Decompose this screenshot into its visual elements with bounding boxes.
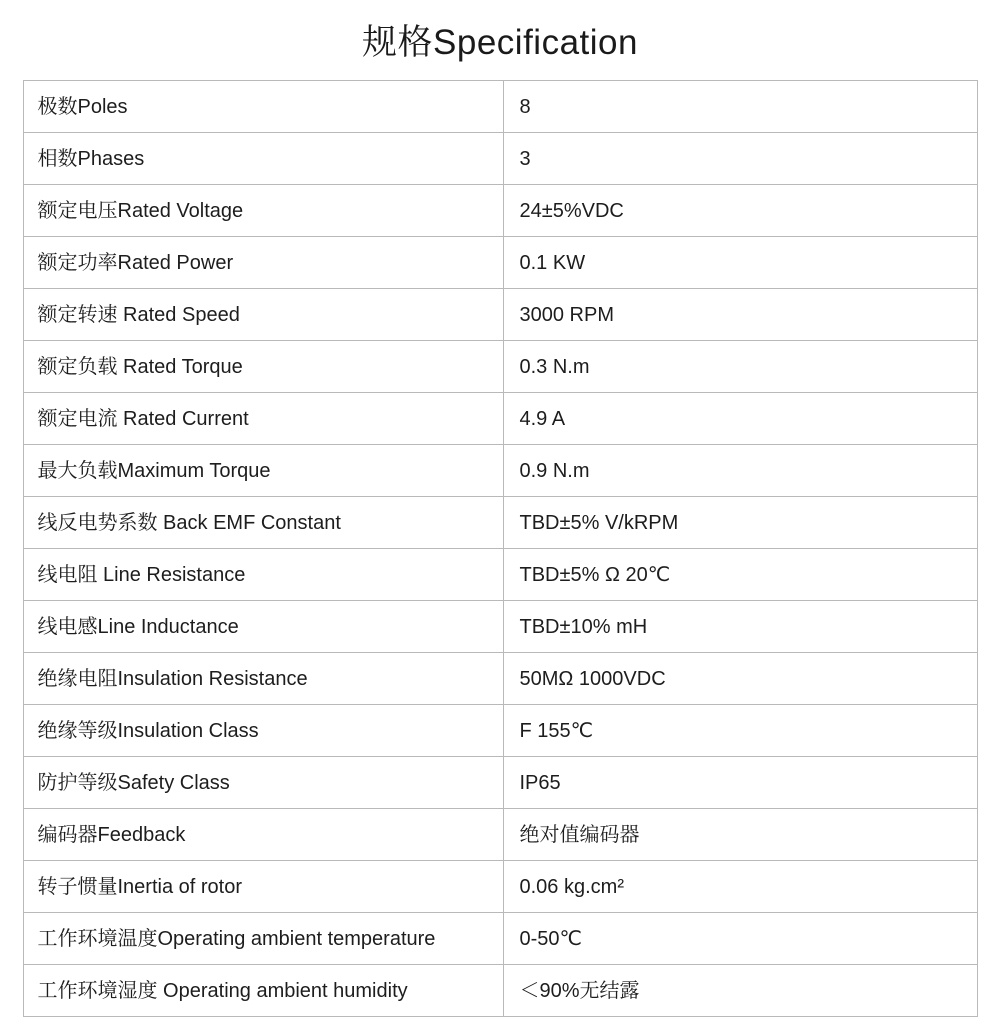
spec-label: 额定电压Rated Voltage xyxy=(23,185,503,237)
spec-label: 工作环境湿度 Operating ambient humidity xyxy=(23,965,503,1017)
table-row xyxy=(23,445,977,497)
table-row xyxy=(23,393,977,445)
page-title: 规格Specification xyxy=(362,23,638,62)
spec-label: 绝缘等级Insulation Class xyxy=(23,705,503,757)
spec-label: 极数Poles xyxy=(23,81,503,133)
spec-label: 编码器Feedback xyxy=(23,809,503,861)
spec-value: 0.9 N.m xyxy=(503,445,977,497)
spec-label: 绝缘电阻Insulation Resistance xyxy=(23,653,503,705)
spec-value: 0-50℃ xyxy=(503,913,977,965)
spec-value: F 155℃ xyxy=(503,705,977,757)
table-row xyxy=(23,601,977,653)
spec-value: IP65 xyxy=(503,757,977,809)
spec-label: 额定电流 Rated Current xyxy=(23,393,503,445)
spec-label: 额定负载 Rated Torque xyxy=(23,341,503,393)
table-row xyxy=(23,653,977,705)
spec-value: 0.06 kg.cm² xyxy=(503,861,977,913)
table-row xyxy=(23,549,977,601)
spec-value: ＜90%无结露 xyxy=(503,965,977,1017)
spec-label: 线电感Line Inductance xyxy=(23,601,503,653)
spec-label: 线反电势系数 Back EMF Constant xyxy=(23,497,503,549)
spec-value: 3000 RPM xyxy=(503,289,977,341)
spec-label: 相数Phases xyxy=(23,133,503,185)
table-row xyxy=(23,861,977,913)
table-row xyxy=(23,81,977,133)
spec-label: 线电阻 Line Resistance xyxy=(23,549,503,601)
spec-value: 0.3 N.m xyxy=(503,341,977,393)
spec-value: 8 xyxy=(503,81,977,133)
table-row xyxy=(23,133,977,185)
spec-value: TBD±10% mH xyxy=(503,601,977,653)
spec-label: 工作环境温度Operating ambient temperature xyxy=(23,913,503,965)
spec-label: 最大负载Maximum Torque xyxy=(23,445,503,497)
table-row xyxy=(23,185,977,237)
table-row xyxy=(23,237,977,289)
table-row xyxy=(23,913,977,965)
table-row xyxy=(23,289,977,341)
spec-value: 50MΩ 1000VDC xyxy=(503,653,977,705)
spec-label: 防护等级Safety Class xyxy=(23,757,503,809)
spec-value: 4.9 A xyxy=(503,393,977,445)
spec-value: TBD±5% Ω 20℃ xyxy=(503,549,977,601)
table-row xyxy=(23,705,977,757)
table-row xyxy=(23,757,977,809)
specification-table xyxy=(23,80,978,1017)
spec-value: 绝对值编码器 xyxy=(503,809,977,861)
spec-value: 0.1 KW xyxy=(503,237,977,289)
table-body xyxy=(23,81,977,1017)
table-row xyxy=(23,965,977,1017)
spec-value: TBD±5% V/kRPM xyxy=(503,497,977,549)
spec-label: 额定转速 Rated Speed xyxy=(23,289,503,341)
table-row xyxy=(23,809,977,861)
spec-label: 额定功率Rated Power xyxy=(23,237,503,289)
table-row xyxy=(23,497,977,549)
spec-label: 转子惯量Inertia of rotor xyxy=(23,861,503,913)
spec-value: 3 xyxy=(503,133,977,185)
table-row xyxy=(23,341,977,393)
spec-value: 24±5%VDC xyxy=(503,185,977,237)
